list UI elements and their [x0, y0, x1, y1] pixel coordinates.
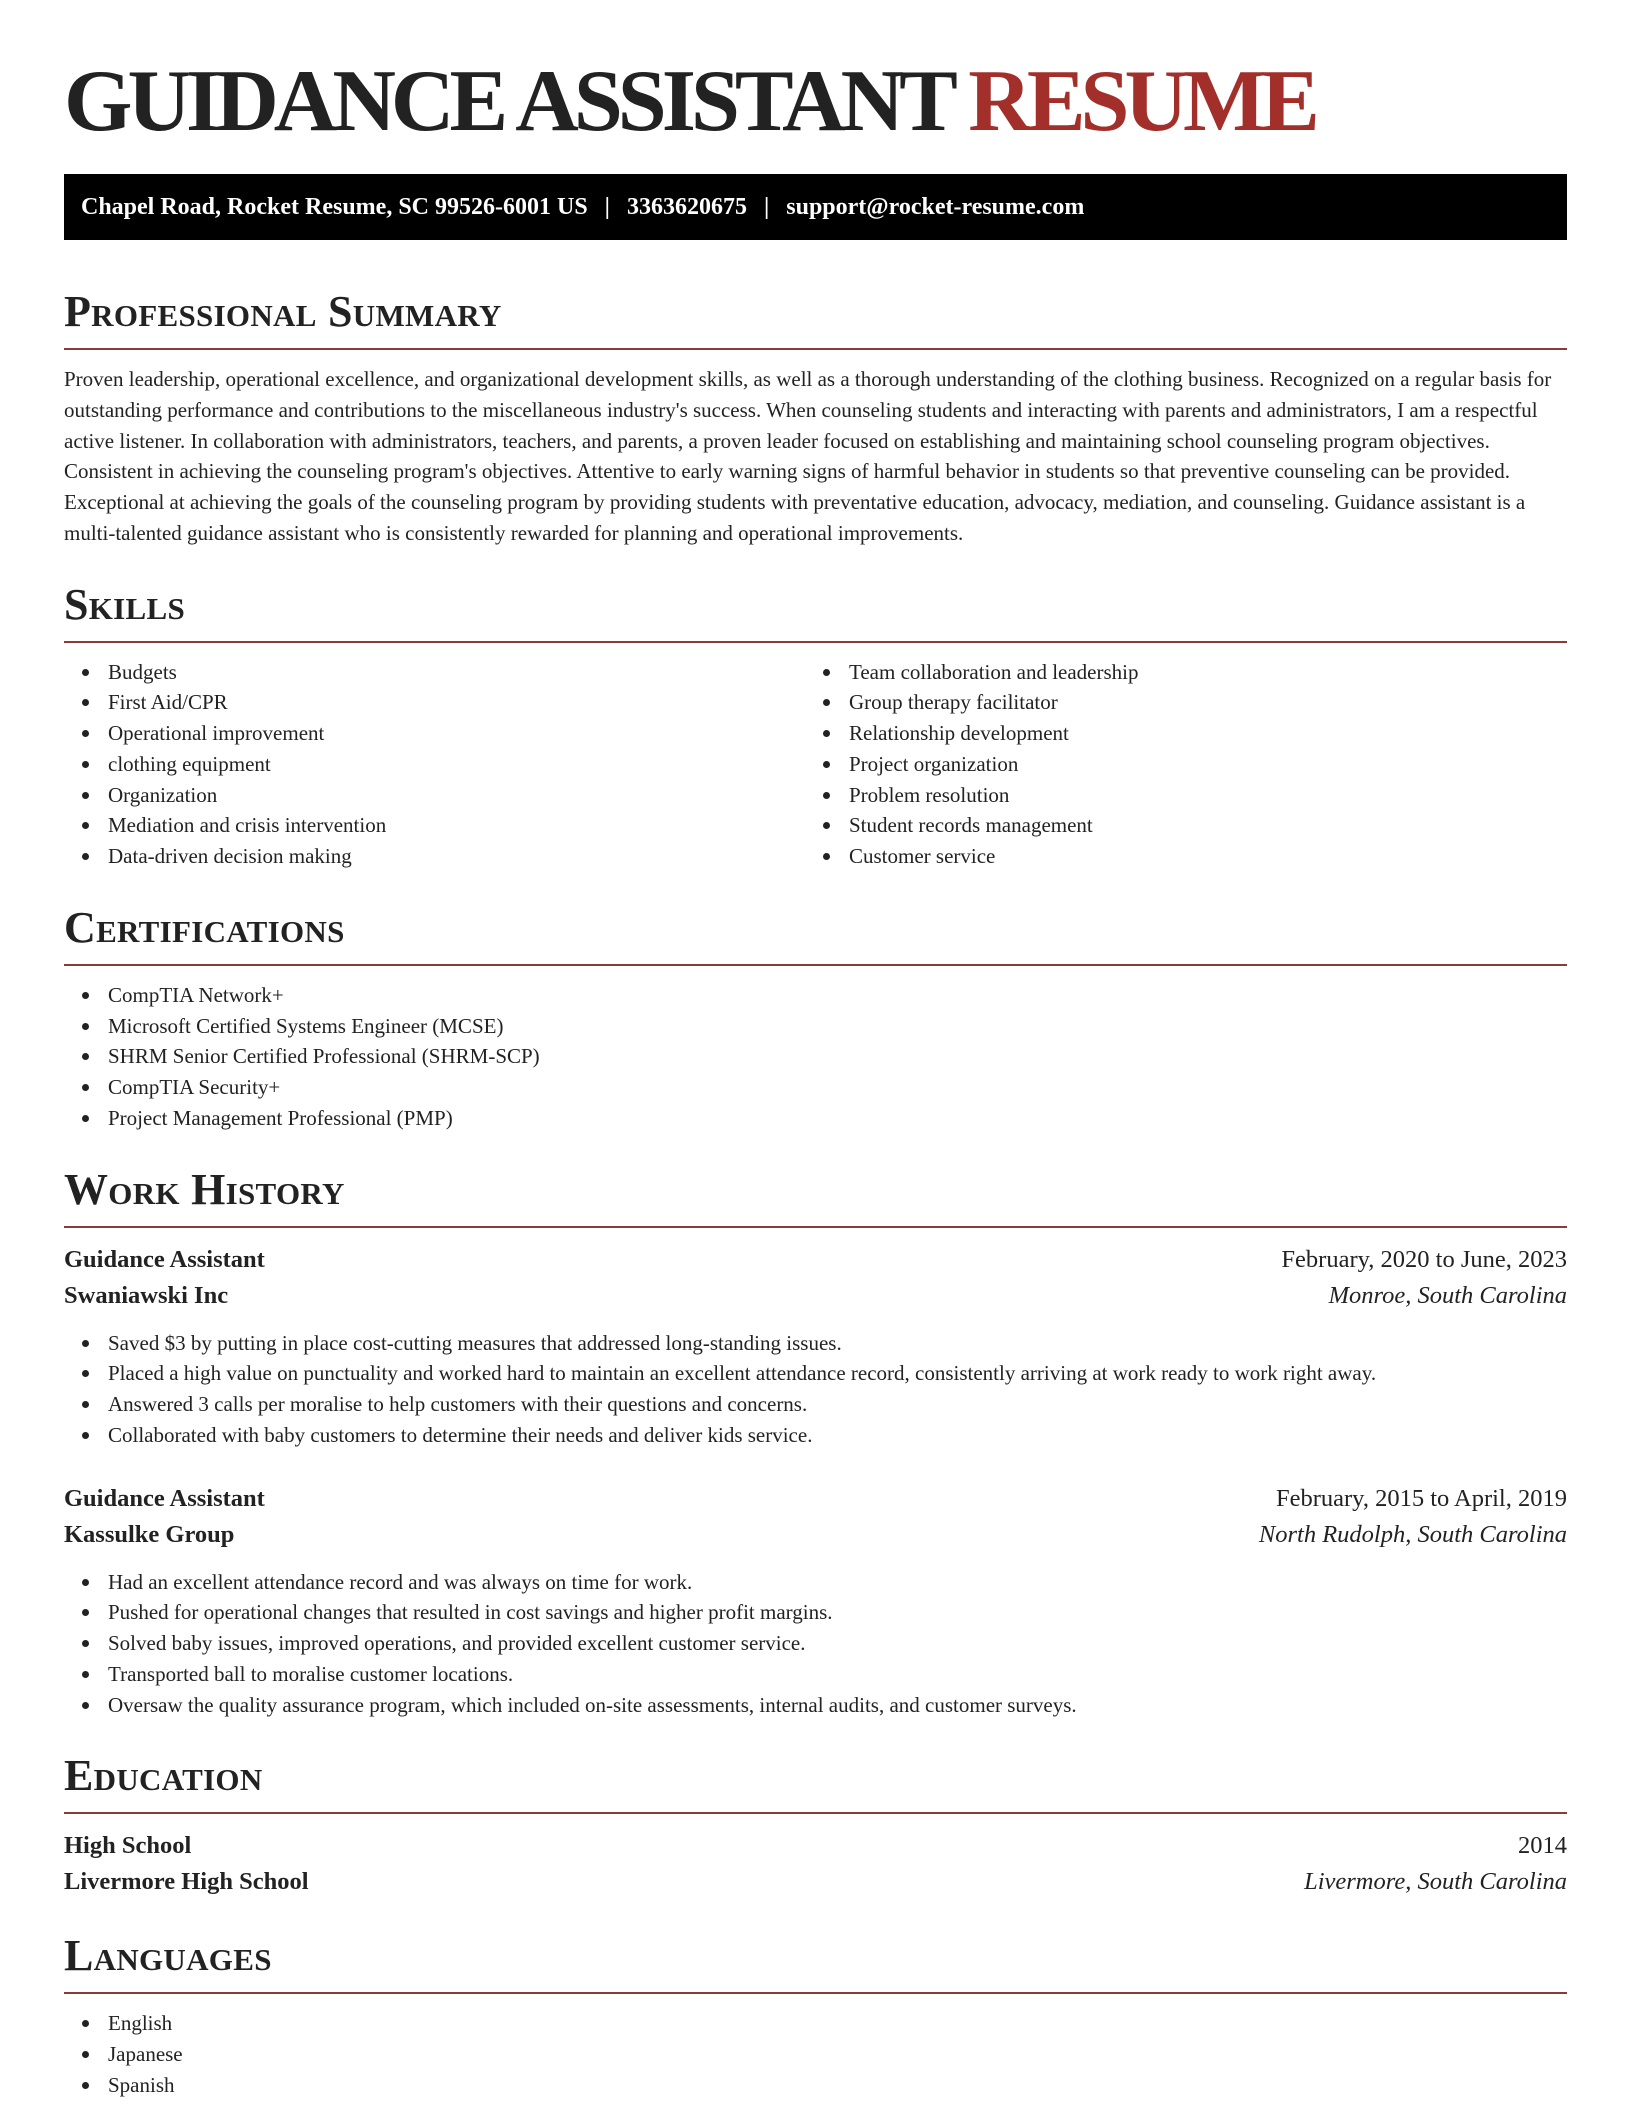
job-dates: February, 2015 to April, 2019 — [1275, 1484, 1567, 1512]
contact-bar — [64, 174, 1567, 240]
work-history-heading: Work History — [64, 1164, 1567, 1228]
skills-list-right — [805, 657, 1567, 872]
education-heading: Education — [64, 1750, 1567, 1814]
skill-item: First Aid/CPR — [64, 687, 805, 718]
certification-item: Project Management Professional (PMP) — [64, 1103, 1567, 1134]
certification-item: SHRM Senior Certified Professional (SHRM-SCP) — [64, 1041, 1567, 1072]
job-bullets — [64, 1328, 1567, 1451]
job-bullet: Pushed for operational changes that resulted in cost savings and higher profit margins. — [64, 1597, 1567, 1628]
work-history-section — [64, 1164, 1567, 1721]
education-location: Livermore, South Carolina — [1304, 1868, 1567, 1896]
skill-item: Data-driven decision making — [64, 841, 805, 872]
skills-grid — [64, 657, 1567, 872]
skill-item: Relationship development — [805, 718, 1567, 749]
education-degree-row — [64, 1828, 1567, 1864]
job-bullet: Saved $3 by putting in place cost-cutting measures that addressed long-standing issues. — [64, 1328, 1567, 1359]
job-header — [64, 1481, 1567, 1553]
education-year: 2014 — [1518, 1832, 1567, 1860]
languages-heading: Languages — [64, 1930, 1567, 1994]
resume-title — [64, 53, 1567, 150]
certifications-list — [64, 980, 1567, 1134]
education-school: Livermore High School — [64, 1868, 309, 1896]
skill-item: Project organization — [805, 749, 1567, 780]
job-bullets — [64, 1567, 1567, 1721]
education-entry — [64, 1828, 1567, 1900]
certifications-heading: Certifications — [64, 902, 1567, 966]
job-entry — [64, 1242, 1567, 1451]
job-company: Swaniawski Inc — [64, 1281, 229, 1309]
language-item: Japanese — [64, 2039, 1567, 2070]
job-bullet: Collaborated with baby customers to determine their needs and deliver kids service. — [64, 1420, 1567, 1451]
skill-item: Group therapy facilitator — [805, 687, 1567, 718]
education-school-row — [64, 1864, 1567, 1900]
education-degree: High School — [64, 1832, 192, 1860]
languages-section — [64, 1930, 1567, 2100]
job-location: Monroe, South Carolina — [1328, 1281, 1567, 1309]
certifications-section — [64, 902, 1567, 1134]
resume-title-accent: RESUME — [968, 53, 1315, 150]
summary-section — [64, 286, 1567, 549]
job-company-row — [64, 1278, 1567, 1314]
language-item: English — [64, 2008, 1567, 2039]
job-bullet: Had an excellent attendance record and was always on time for work. — [64, 1567, 1567, 1598]
skill-item: Budgets — [64, 657, 805, 688]
certification-item: CompTIA Network+ — [64, 980, 1567, 1011]
job-location: North Rudolph, South Carolina — [1258, 1520, 1567, 1548]
job-title-row — [64, 1242, 1567, 1278]
job-entry — [64, 1481, 1567, 1721]
job-header — [64, 1242, 1567, 1314]
skill-item: Organization — [64, 780, 805, 811]
skills-heading: Skills — [64, 579, 1567, 643]
certification-item: Microsoft Certified Systems Engineer (MCSE) — [64, 1011, 1567, 1042]
job-bullet: Solved baby issues, improved operations, and provided excellent customer service. — [64, 1628, 1567, 1659]
job-company-row — [64, 1517, 1567, 1553]
job-title: Guidance Assistant — [64, 1245, 265, 1273]
job-bullet: Placed a high value on punctuality and worked hard to maintain an excellent attendance record, consistently arriving at work ready to work right away. — [64, 1358, 1567, 1389]
summary-heading: Professional Summary — [64, 286, 1567, 350]
job-title-row — [64, 1481, 1567, 1517]
skill-item: Mediation and crisis intervention — [64, 810, 805, 841]
resume-title-main: GUIDANCE ASSISTANT — [64, 53, 952, 150]
contact-separator: | — [604, 193, 610, 220]
languages-list — [64, 2008, 1567, 2100]
job-company: Kassulke Group — [64, 1520, 235, 1548]
skill-item: Operational improvement — [64, 718, 805, 749]
education-section — [64, 1750, 1567, 1900]
skill-item: clothing equipment — [64, 749, 805, 780]
skills-list-left — [64, 657, 805, 872]
contact-phone: 3363620675 — [626, 193, 747, 220]
contact-separator: | — [763, 193, 770, 220]
job-bullet: Oversaw the quality assurance program, which included on-site assessments, internal audits, and customer surveys. — [64, 1690, 1567, 1721]
job-dates: February, 2020 to June, 2023 — [1281, 1245, 1567, 1273]
contact-address: Chapel Road, Rocket Resume, SC 99526-6001 US — [81, 193, 588, 220]
language-item: Spanish — [64, 2070, 1567, 2101]
skill-item: Student records management — [805, 810, 1567, 841]
job-bullet: Transported ball to moralise customer locations. — [64, 1659, 1567, 1690]
skill-item: Team collaboration and leadership — [805, 657, 1567, 688]
job-bullet: Answered 3 calls per moralise to help customers with their questions and concerns. — [64, 1389, 1567, 1420]
skills-section — [64, 579, 1567, 872]
summary-text: Proven leadership, operational excellence, and organizational development skills, as well as a thorough understanding of the clothing business. Recognized on a regular basis for outstanding performance and contributions to the miscellaneous industry's success. When counseling students and interacting with parents and administrators, I am a respectful active listener. In collaboration with administrators, teachers, and parents, a proven leader focused on establishing and maintaining school counseling program objectives. Consistent in achieving the counseling program's objectives. Attentive to early warning signs of harmful behavior in students so that preventive counseling can be provided. Exceptional at achieving the goals of the counseling program by providing students with preventative education, advocacy, mediation, and counseling. Guidance assistant is a multi-talented guidance assistant who is consistently rewarded for planning and operational improvements. — [64, 367, 1552, 545]
certification-item: CompTIA Security+ — [64, 1072, 1567, 1103]
job-title: Guidance Assistant — [64, 1484, 265, 1512]
skill-item: Customer service — [805, 841, 1567, 872]
contact-email: support@rocket-resume.com — [786, 193, 1085, 220]
skill-item: Problem resolution — [805, 780, 1567, 811]
